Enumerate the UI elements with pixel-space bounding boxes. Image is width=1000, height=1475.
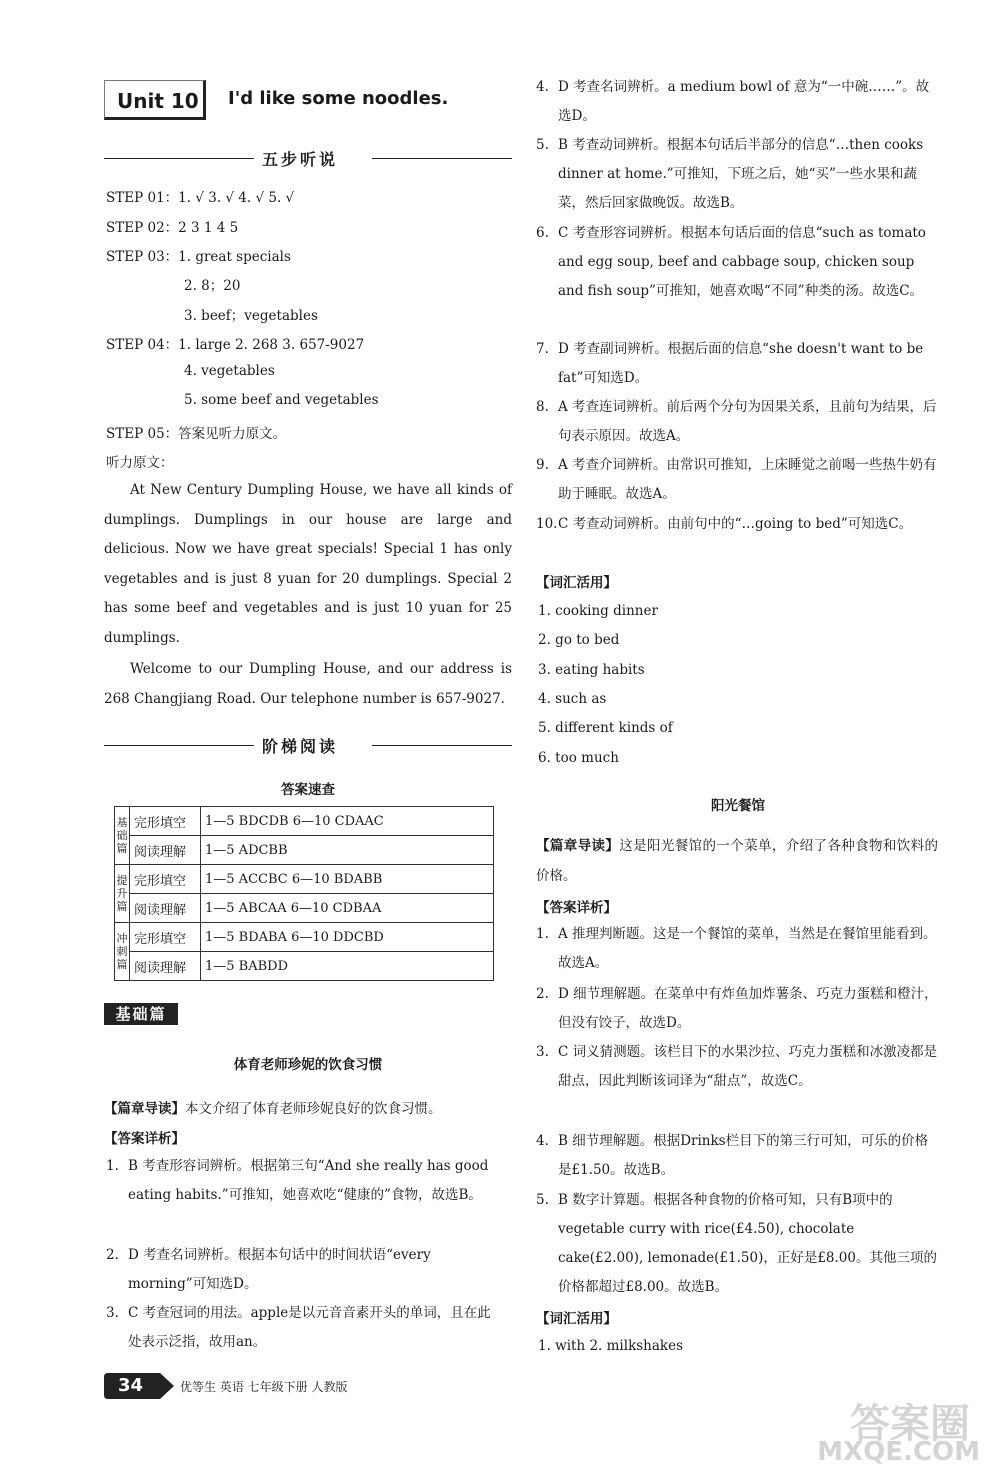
article2-guide <box>536 832 938 891</box>
article2-detail-tag: 【答案详析】 <box>536 900 617 916</box>
table-answer: 1—5 ADCBB <box>201 836 494 865</box>
step-line: 听力原文： <box>106 455 174 471</box>
jichu-badge: 基础篇 <box>104 1003 178 1025</box>
item-text: B 细节理解题。根据Drinks栏目下的第三行可知，可乐的价格是£1.50。故选B。 <box>558 1133 929 1178</box>
vocab2-tag: 【词汇活用】 <box>536 1311 617 1327</box>
item-number: 4. <box>536 79 549 95</box>
table-answer: 1—5 ABCAA 6—10 CDBAA <box>201 894 494 923</box>
item-text: C 考查冠词的用法。apple是以元音音素开头的单词，且在此处表示泛指，故用an。 <box>128 1305 491 1350</box>
item-number: 1. <box>536 926 549 942</box>
step-line: 4. vegetables <box>184 363 275 379</box>
step-line: STEP 04：1. large 2. 268 3. 657-9027 <box>106 337 365 353</box>
item-text: A 推理判断题。这是一个餐馆的菜单，当然是在餐馆里能看到。故选A。 <box>558 926 937 971</box>
section-header-reading <box>104 734 512 756</box>
watermark <box>780 1392 980 1467</box>
list-item <box>536 1127 938 1185</box>
item-number: 2. <box>536 986 549 1002</box>
answer-table-title: 答案速查 <box>281 782 335 798</box>
table-row <box>115 807 494 836</box>
article1-title: 体育老师珍妮的饮食习惯 <box>233 1057 383 1073</box>
list-item <box>536 1038 938 1096</box>
item-number: 4. <box>536 1133 549 1149</box>
table-answer: 1—5 BDCDB 6—10 CDAAC <box>201 807 494 836</box>
section-title: 阶梯阅读 <box>262 737 339 756</box>
item-text: A 考查连词辨析。前后两个分句为因果关系，且前句为结果，后句表示原因。故选A。 <box>558 399 937 444</box>
item-text: D 考查名词辨析。根据本句话中的时间状语“every morning”可知选D。 <box>128 1247 431 1292</box>
page-number: 34 <box>118 1375 144 1396</box>
unit-label: Unit 10 <box>104 80 206 120</box>
step-line: STEP 01：1. √ 3. √ 4. √ 5. √ <box>106 190 295 206</box>
item-text: B 数字计算题。根据各种食物的价格可知，只有B项中的vegetable curry with rice(£4.50), chocolate cake(£2.00), lemonade(£1.50)，正好是£8.00。其他三项的价格都超过£8.00。故选B。 <box>558 1192 937 1295</box>
item-number: 3. <box>106 1305 119 1321</box>
table-group: 冲刺篇 <box>115 923 130 981</box>
table-type: 完形填空 <box>130 923 201 952</box>
table-row <box>115 923 494 952</box>
list-item <box>536 1186 938 1302</box>
section-title: 五步听说 <box>262 150 339 169</box>
vocab-item: 3. eating habits <box>538 662 645 678</box>
watermark-line2: MXQE.COM <box>817 1437 980 1467</box>
list-item <box>536 335 938 393</box>
item-number: 1. <box>106 1158 119 1174</box>
item-number: 9. <box>536 457 549 473</box>
list-item <box>106 1241 496 1299</box>
listening-paragraph-1: At New Century Dumpling House, we have all kinds of dumplings. Dumplings in our house are large and delicious. Now we have great specials! Special 1 has only vegetables and is just 8 yuan for 20 dumplings. Special 2 has some beef and vegetables and is just 10 yuan for 25 dumplings. <box>104 482 512 646</box>
guide-tag: 【篇章导读】 <box>536 838 620 854</box>
answer-table <box>114 806 494 981</box>
table-row <box>115 894 494 923</box>
item-number: 3. <box>536 1044 549 1060</box>
vocab-item: 2. go to bed <box>538 632 620 648</box>
step-line: STEP 03：1. great specials <box>106 249 291 265</box>
article2-title: 阳光餐馆 <box>711 798 765 814</box>
table-type: 阅读理解 <box>130 894 201 923</box>
vocab-item: 1. with 2. milkshakes <box>538 1338 684 1354</box>
list-item <box>536 131 938 218</box>
list-item <box>536 219 938 306</box>
unit-title: I'd like some noodles. <box>228 88 449 109</box>
step-line: STEP 02：2 3 1 4 5 <box>106 220 239 236</box>
table-answer: 1—5 BDABA 6—10 DDCBD <box>201 923 494 952</box>
vocab1-tag: 【词汇活用】 <box>536 575 617 591</box>
list-item <box>536 451 938 509</box>
item-text: B 考查动词辨析。根据本句话后半部分的信息“…then cooks dinner at home.”可推知，下班之后，她“买”一些水果和蔬菜，然后回家做晚饭。故选B。 <box>558 137 924 211</box>
item-number: 10. <box>536 516 558 532</box>
item-text: B 考查形容词辨析。根据第三句“And she really has good eating habits.”可推知，她喜欢吃“健康的”食物，故选B。 <box>128 1158 489 1203</box>
section-header-listening <box>104 147 512 169</box>
vocab-item: 4. such as <box>538 691 607 707</box>
vocab-item: 6. too much <box>538 750 619 766</box>
item-number: 7. <box>536 341 549 357</box>
page-number-badge <box>104 1373 174 1399</box>
guide-text: 这是阳光餐馆的一个菜单，介绍了各种食物和饮料的价格。 <box>536 838 938 884</box>
table-row <box>115 952 494 981</box>
item-text: D 细节理解题。在菜单中有炸鱼加炸薯条、巧克力蛋糕和橙汁，但没有饺子，故选D。 <box>558 986 938 1031</box>
listening-paragraph-2: Welcome to our Dumpling House, and our address is 268 Changjiang Road. Our telephone number is 657-9027. <box>104 661 512 707</box>
table-type: 阅读理解 <box>130 836 201 865</box>
guide-tag: 【篇章导读】 <box>104 1101 185 1117</box>
footer-text: 优等生 英语 七年级下册 人教版 <box>180 1380 348 1394</box>
step-line: 2. 8；20 <box>184 278 241 294</box>
item-number: 8. <box>536 399 549 415</box>
table-type: 阅读理解 <box>130 952 201 981</box>
item-text: D 考查副词辨析。根据后面的信息“she doesn't want to be fat”可知选D。 <box>558 341 924 386</box>
table-type: 完形填空 <box>130 865 201 894</box>
list-item <box>536 980 938 1038</box>
table-group: 提升篇 <box>115 865 130 923</box>
article1-detail-tag: 【答案详析】 <box>104 1131 185 1147</box>
item-text: C 考查动词辨析。由前句中的“…going to bed”可知选C。 <box>558 516 913 532</box>
list-item <box>536 73 938 131</box>
table-type: 完形填空 <box>130 807 201 836</box>
step-line: 5. some beef and vegetables <box>184 392 379 408</box>
table-answer: 1—5 ACCBC 6—10 BDABB <box>201 865 494 894</box>
guide-text: 本文介绍了体育老师珍妮良好的饮食习惯。 <box>185 1101 442 1117</box>
item-number: 5. <box>536 137 549 153</box>
item-text: D 考查名词辨析。a medium bowl of 意为“一中碗……”。故选D。 <box>558 79 930 124</box>
item-text: C 词义猜测题。该栏目下的水果沙拉、巧克力蛋糕和冰激凌都是甜点，因此判断该词译为“甜点”，故选C。 <box>558 1044 938 1089</box>
vocab-item: 5. different kinds of <box>538 720 673 736</box>
table-group: 基础篇 <box>115 807 130 865</box>
list-item <box>106 1152 496 1210</box>
item-text: C 考查形容词辨析。根据本句话后面的信息“such as tomato and egg soup, beef and cabbage soup, chicken soup and fish soup”可推知，她喜欢喝“不同”种类的汤。故选C。 <box>558 225 926 299</box>
step-line: STEP 05：答案见听力原文。 <box>106 426 287 442</box>
item-number: 5. <box>536 1192 549 1208</box>
watermark-line1: 答案圈 <box>850 1401 970 1447</box>
list-item <box>536 510 938 539</box>
item-number: 2. <box>106 1247 119 1263</box>
article1-guide <box>104 1097 442 1117</box>
table-row <box>115 865 494 894</box>
step-line: 3. beef；vegetables <box>184 308 318 324</box>
item-text: A 考查介词辨析。由常识可推知，上床睡觉之前喝一些热牛奶有助于睡眠。故选A。 <box>558 457 937 502</box>
table-answer: 1—5 BABDD <box>201 952 494 981</box>
vocab-item: 1. cooking dinner <box>538 603 658 619</box>
list-item <box>106 1299 496 1357</box>
list-item <box>536 920 938 978</box>
table-row <box>115 836 494 865</box>
item-number: 6. <box>536 225 549 241</box>
list-item <box>536 393 938 451</box>
